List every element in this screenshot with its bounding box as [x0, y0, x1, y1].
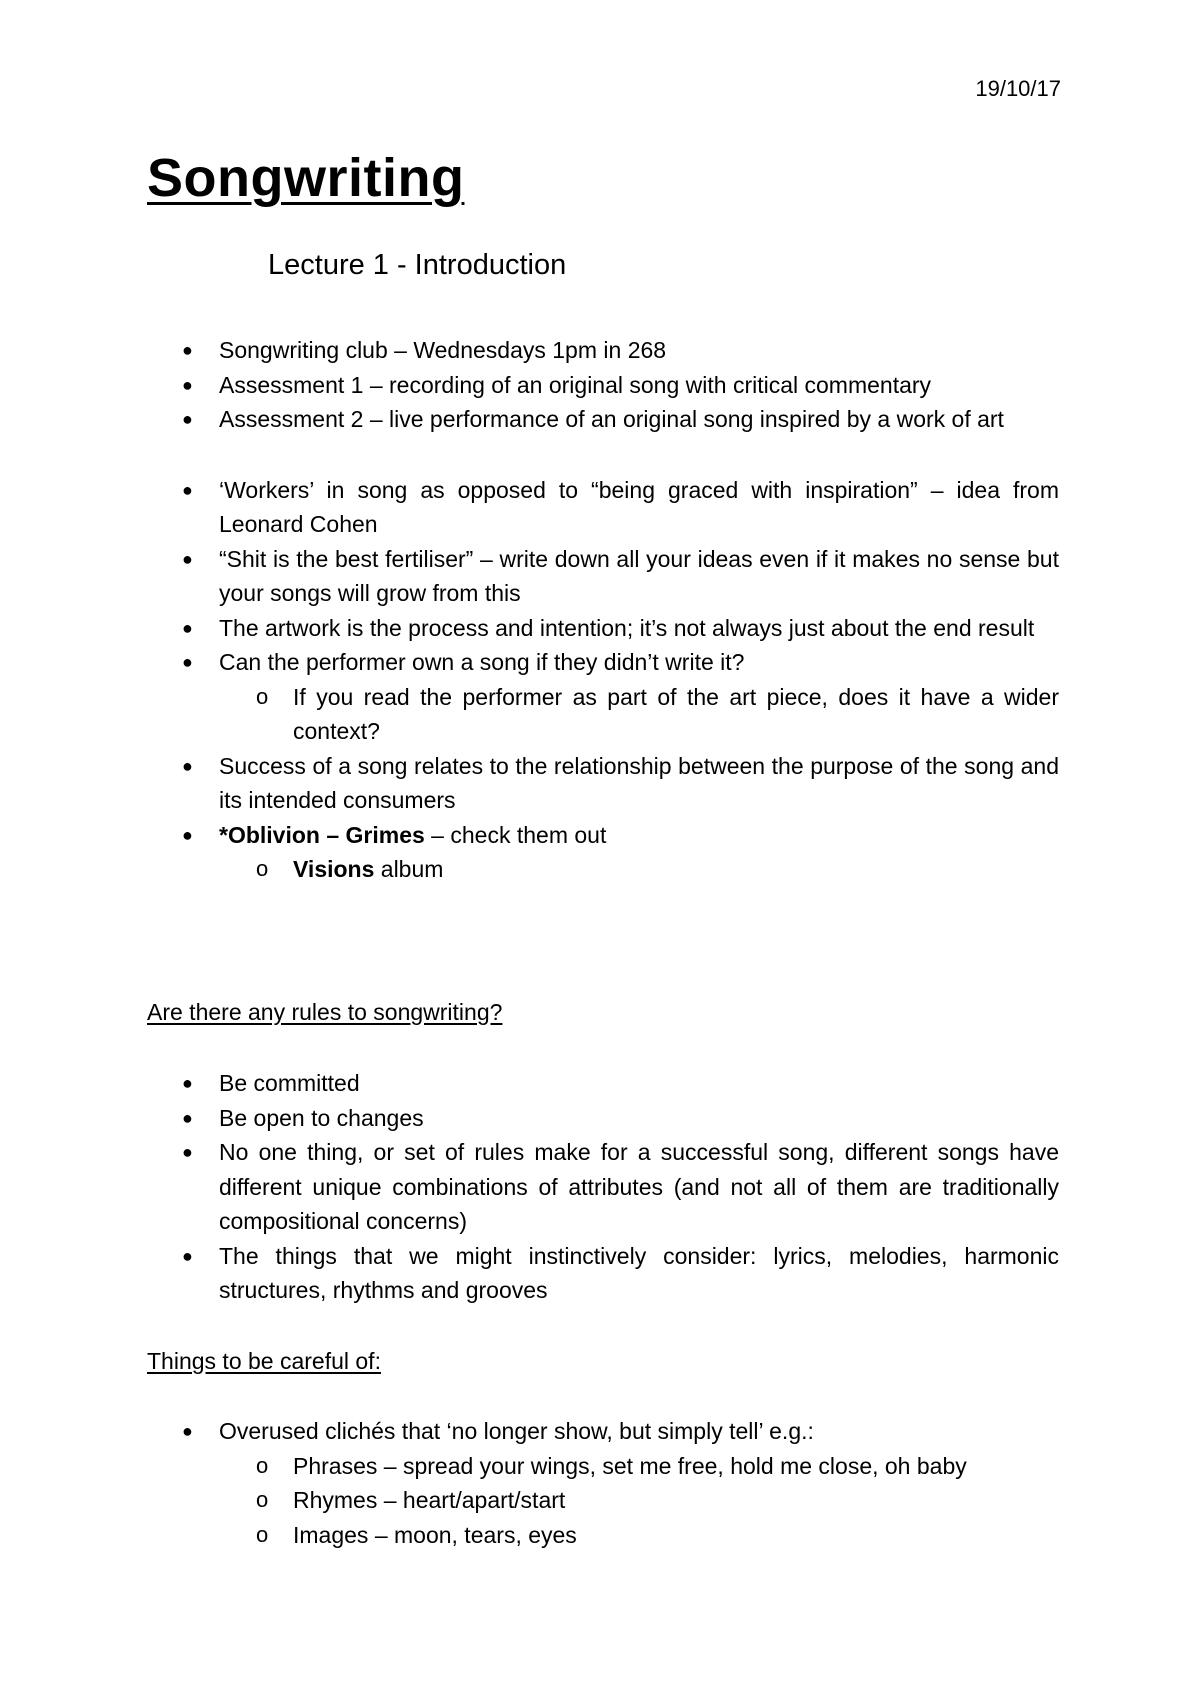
bullet-icon: ●	[182, 479, 193, 500]
date: 19/10/17	[975, 76, 1061, 101]
list-item: ● The artwork is the process and intention; it’s not always just about the end result	[219, 611, 1059, 646]
bullet-icon: ●	[182, 374, 193, 395]
bullet-icon: ●	[182, 548, 193, 569]
rules-list	[0, 1066, 1200, 1308]
page-title: Songwriting	[147, 148, 465, 208]
sub-list-item: o If you read the performer as part of the art piece, does it have a wider context?	[293, 680, 1059, 749]
list-item: ● Be open to changes	[219, 1101, 1059, 1136]
list-item: ● “Shit is the best fertiliser” – write down all your ideas even if it makes no sense but your songs will grow from this	[219, 542, 1059, 611]
bullet-icon: ●	[182, 409, 193, 429]
list-item: ● Overused clichés that ‘no longer show, but simply tell’ e.g.:	[219, 1414, 1059, 1449]
bullet-icon: ●	[182, 1073, 193, 1093]
bullet-icon: ●	[182, 755, 193, 776]
list-item: ● *Oblivion – Grimes – check them out	[219, 818, 1059, 853]
careful-list	[0, 1414, 1200, 1552]
list-item: ● No one thing, or set of rules make for a successful song, different songs have different unique combinations of attributes (and not all of them are traditionally compositional concerns)	[219, 1135, 1059, 1239]
bullet-icon: ●	[182, 1421, 193, 1441]
bullet-icon: ●	[182, 1245, 193, 1266]
list-item: ● Assessment 1 – recording of an original song with critical commentary	[219, 368, 1059, 403]
bullet-icon: ●	[182, 1142, 193, 1162]
list-item: ● ‘Workers’ in song as opposed to “being graced with inspiration” – idea from Leonard Cohen	[219, 473, 1059, 542]
section-heading-rules: Are there any rules to songwriting?	[147, 999, 503, 1025]
sub-list-item: o Images – moon, tears, eyes	[293, 1518, 1059, 1553]
sub-list-item: o Phrases – spread your wings, set me free, hold me close, oh baby	[293, 1449, 1059, 1484]
bullet-icon: ●	[182, 652, 193, 672]
list-item: ● Assessment 2 – live performance of an original song inspired by a work of art	[219, 402, 1059, 437]
intro-list	[0, 333, 1200, 887]
spacer	[0, 437, 1200, 473]
bullet-icon: ●	[182, 824, 193, 845]
circle-bullet-icon: o	[256, 856, 269, 881]
list-item: ● Be committed	[219, 1066, 1059, 1101]
recommendation-bold: *Oblivion – Grimes	[219, 821, 425, 848]
circle-bullet-icon: o	[256, 683, 269, 709]
section-heading-careful: Things to be careful of:	[147, 1348, 381, 1374]
circle-bullet-icon: o	[256, 1487, 269, 1512]
circle-bullet-icon: o	[256, 1521, 269, 1547]
list-item: ● Can the performer own a song if they didn’t write it?	[219, 645, 1059, 680]
list-item: ● The things that we might instinctively consider: lyrics, melodies, harmonic structures, rhythms and grooves	[219, 1239, 1059, 1308]
circle-bullet-icon: o	[256, 1452, 269, 1478]
sub-list-item: o Rhymes – heart/apart/start	[293, 1483, 1059, 1518]
bullet-icon: ●	[182, 340, 193, 360]
list-item: ● Songwriting club – Wednesdays 1pm in 268	[219, 333, 1059, 368]
bullet-icon: ●	[182, 617, 193, 638]
sub-list-item: o Visions album	[293, 852, 1059, 887]
lecture-subtitle: Lecture 1 - Introduction	[268, 249, 567, 281]
bullet-icon: ●	[182, 1107, 193, 1128]
list-item: ● Success of a song relates to the relationship between the purpose of the song and its intended consumers	[219, 749, 1059, 818]
